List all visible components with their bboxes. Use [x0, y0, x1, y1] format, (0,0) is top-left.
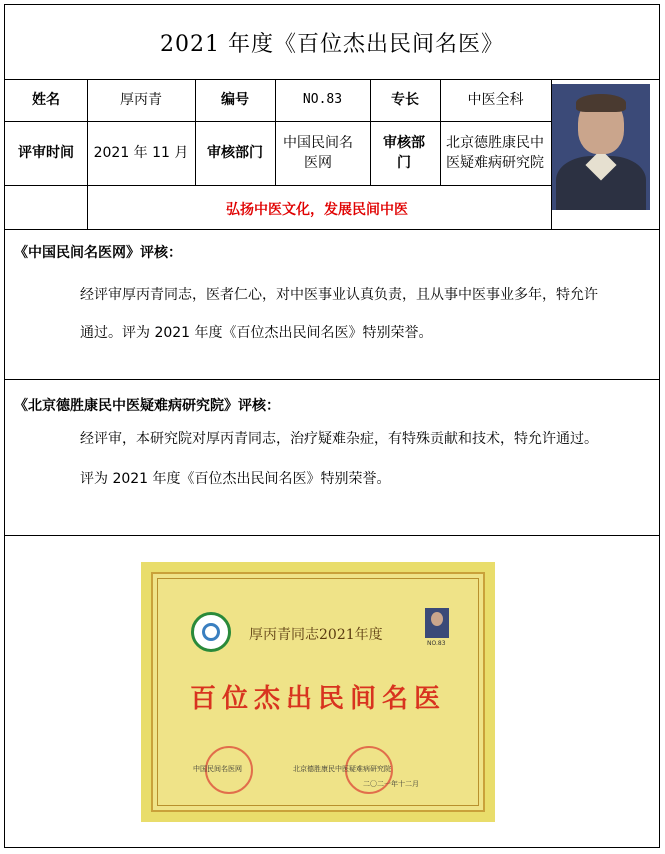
certificate-date: 二〇二一年十二月: [363, 780, 419, 788]
motto: 弘扬中医文化，发展民间中医: [226, 202, 408, 218]
divider: [5, 535, 659, 536]
section-text: 评为 2021 年度《百位杰出民间名医》特别荣誉。: [80, 471, 391, 487]
certificate-border: [151, 572, 485, 812]
logo-icon: [191, 612, 231, 652]
section-heading: 《北京德胜康民中医疑难病研究院》评核：: [14, 398, 280, 414]
review-dept-label: 审核部门: [207, 145, 263, 161]
review-dept-value: 中国民间名医网: [283, 135, 353, 171]
certificate-photo: [425, 608, 449, 638]
certificate-recipient: 厚丙青同志2021年度: [249, 627, 383, 643]
review-time-value: 2021 年 11 月: [93, 145, 189, 161]
review-dept-label: 审核部门: [383, 135, 425, 171]
divider: [5, 229, 659, 230]
section-text: 经评审厚丙青同志，医者仁心，对中医事业认真负责，且从事中医事业多年，特允许: [80, 287, 598, 303]
specialty-label: 专长: [391, 92, 419, 108]
divider: [5, 379, 659, 380]
number-value: NO.83: [302, 92, 343, 107]
section-heading: 《中国民间名医网》评核：: [14, 245, 182, 261]
section-text: 通过。评为 2021 年度《百位杰出民间名医》特别荣誉。: [80, 325, 433, 341]
name-label: 姓名: [32, 92, 60, 108]
portrait-photo: [552, 84, 650, 210]
certificate-org-right: 北京德胜康民中医疑难病研究院: [293, 765, 391, 773]
specialty-value: 中医全科: [467, 92, 524, 108]
portrait-hair: [576, 94, 626, 112]
section-text: 经评审，本研究院对厚丙青同志，治疗疑难杂症，有特殊贡献和技术，特允许通过。: [80, 431, 598, 447]
certificate-photo-number: NO.83: [427, 640, 446, 647]
page-title: 2021 年度《百位杰出民间名医》: [160, 32, 504, 57]
review-dept-value: 北京德胜康民中医疑难病研究院: [446, 135, 544, 171]
name-value: 厚丙青: [120, 92, 162, 108]
number-label: 编号: [221, 92, 249, 108]
certificate-award-title: 百位杰出民间名医: [189, 684, 446, 714]
certificate-org-left: 中国民间名医网: [193, 765, 242, 773]
review-time-label: 评审时间: [18, 145, 74, 161]
certificate-image: [141, 562, 495, 822]
